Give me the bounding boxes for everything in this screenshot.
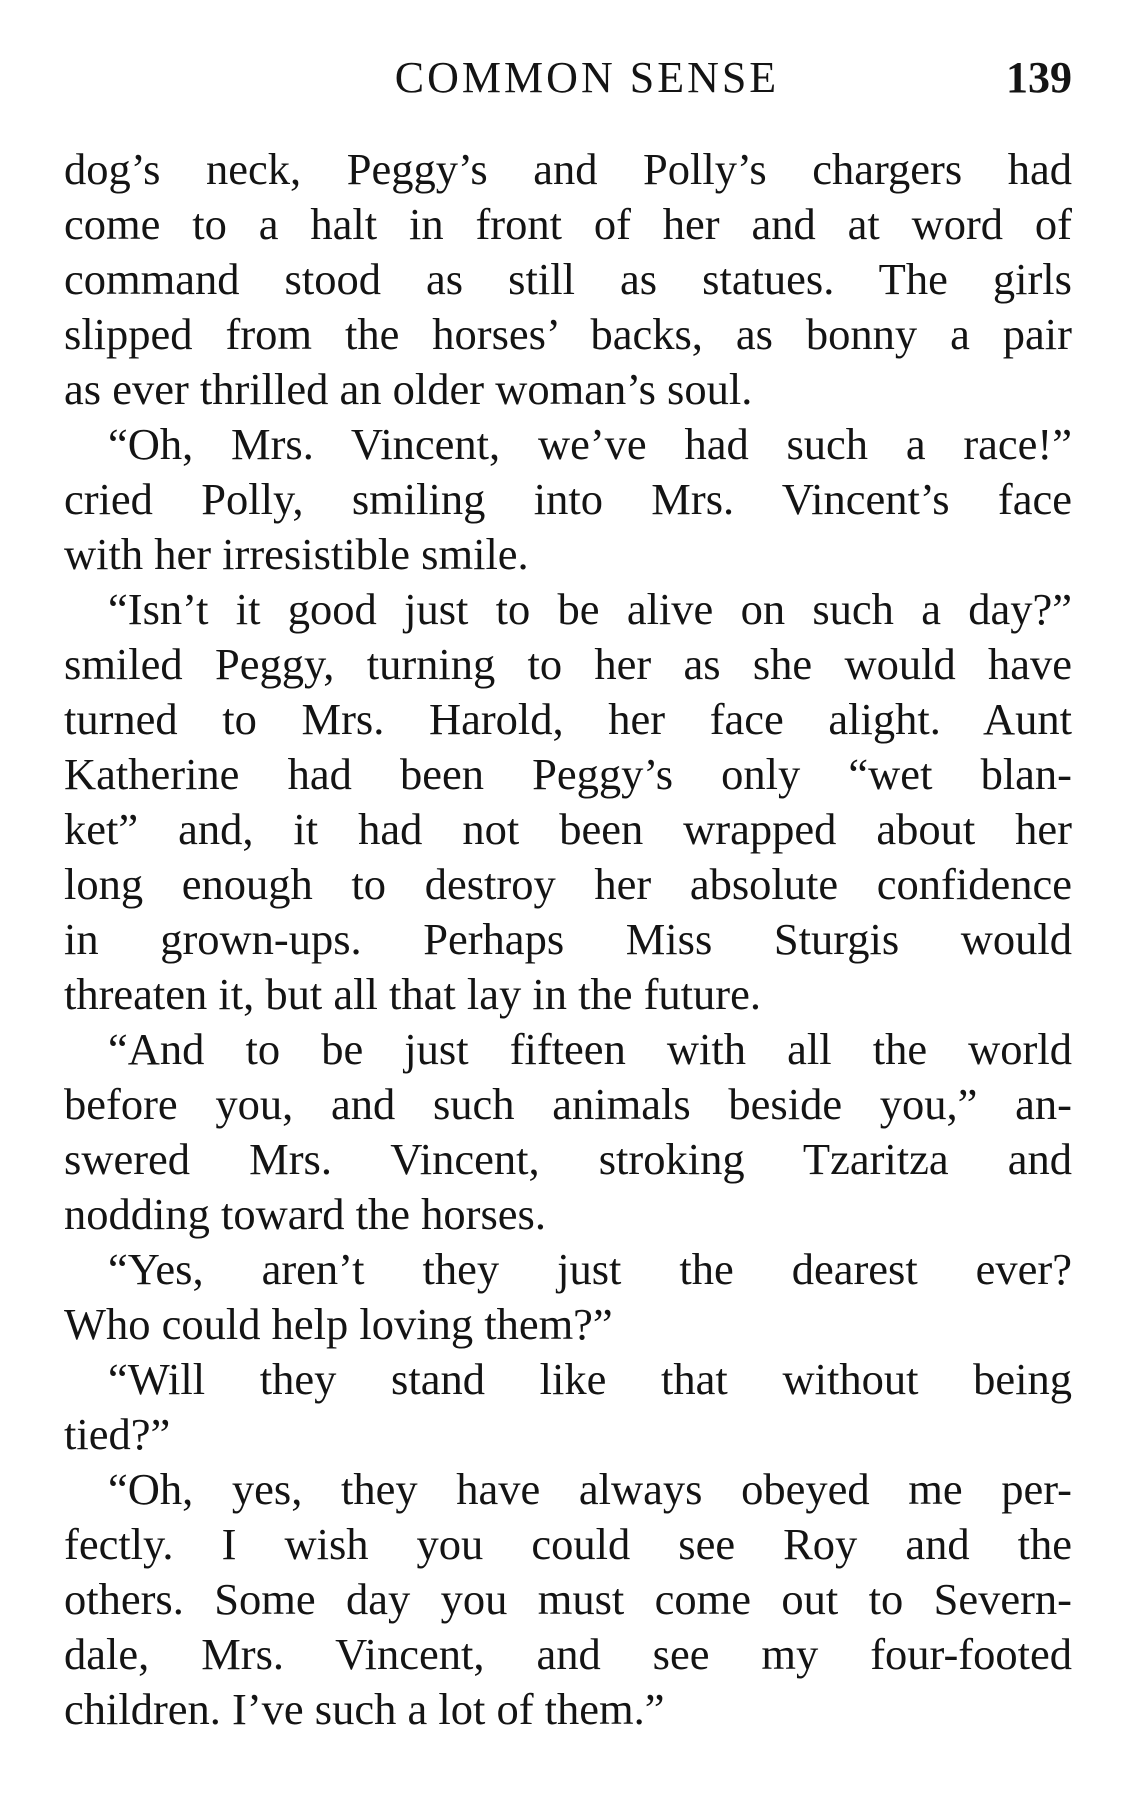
paragraph bbox=[64, 142, 1072, 417]
text-line: dog’s neck, Peggy’s and Polly’s chargers had bbox=[64, 144, 1072, 194]
text-line: with her irresistible smile. bbox=[64, 529, 529, 579]
text-line: long enough to destroy her absolute confidence bbox=[64, 859, 1072, 909]
paragraph bbox=[64, 582, 1072, 1022]
text-line: dale, Mrs. Vincent, and see my four-footed bbox=[64, 1629, 1072, 1679]
paragraph bbox=[64, 1462, 1072, 1737]
body-text bbox=[64, 142, 1072, 1737]
text-line: “Will they stand like that without being bbox=[108, 1354, 1072, 1404]
text-line: command stood as still as statues. The girls bbox=[64, 254, 1072, 304]
text-line: “Isn’t it good just to be alive on such a day?” bbox=[108, 584, 1072, 634]
text-line: in grown-ups. Perhaps Miss Sturgis would bbox=[64, 914, 1072, 964]
running-title: COMMON SENSE bbox=[394, 53, 780, 102]
text-line: before you, and such animals beside you,” an- bbox=[64, 1079, 1072, 1129]
text-line: “Oh, yes, they have always obeyed me per- bbox=[108, 1464, 1072, 1514]
text-line: tied?” bbox=[64, 1409, 171, 1459]
text-line: smiled Peggy, turning to her as she would have bbox=[64, 639, 1072, 689]
text-line: swered Mrs. Vincent, stroking Tzaritza and bbox=[64, 1134, 1072, 1184]
text-line: come to a halt in front of her and at word of bbox=[64, 199, 1072, 249]
text-line: ket” and, it had not been wrapped about her bbox=[64, 804, 1072, 854]
text-line: nodding toward the horses. bbox=[64, 1189, 547, 1239]
text-line: turned to Mrs. Harold, her face alight. Aunt bbox=[64, 694, 1072, 744]
text-line: children. I’ve such a lot of them.” bbox=[64, 1684, 665, 1734]
text-line: as ever thrilled an older woman’s soul. bbox=[64, 364, 753, 414]
page-number: 139 bbox=[1006, 53, 1072, 102]
text-line: Katherine had been Peggy’s only “wet blan- bbox=[64, 749, 1072, 799]
text-line: “Oh, Mrs. Vincent, we’ve had such a race!” bbox=[108, 419, 1072, 469]
text-line: “And to be just fifteen with all the world bbox=[108, 1024, 1072, 1074]
text-line: “Yes, aren’t they just the dearest ever? bbox=[108, 1244, 1072, 1294]
paragraph bbox=[64, 417, 1072, 582]
text-line: threaten it, but all that lay in the future. bbox=[64, 969, 761, 1019]
text-line: fectly. I wish you could see Roy and the bbox=[64, 1519, 1072, 1569]
text-line: cried Polly, smiling into Mrs. Vincent’s face bbox=[64, 474, 1072, 524]
paragraph bbox=[64, 1352, 1072, 1462]
paragraph bbox=[64, 1022, 1072, 1242]
text-line: others. Some day you must come out to Severn- bbox=[64, 1574, 1072, 1624]
text-line: slipped from the horses’ backs, as bonny a pair bbox=[64, 309, 1072, 359]
text-line: Who could help loving them?” bbox=[64, 1299, 613, 1349]
running-head bbox=[62, 48, 1072, 108]
paragraph bbox=[64, 1242, 1072, 1352]
